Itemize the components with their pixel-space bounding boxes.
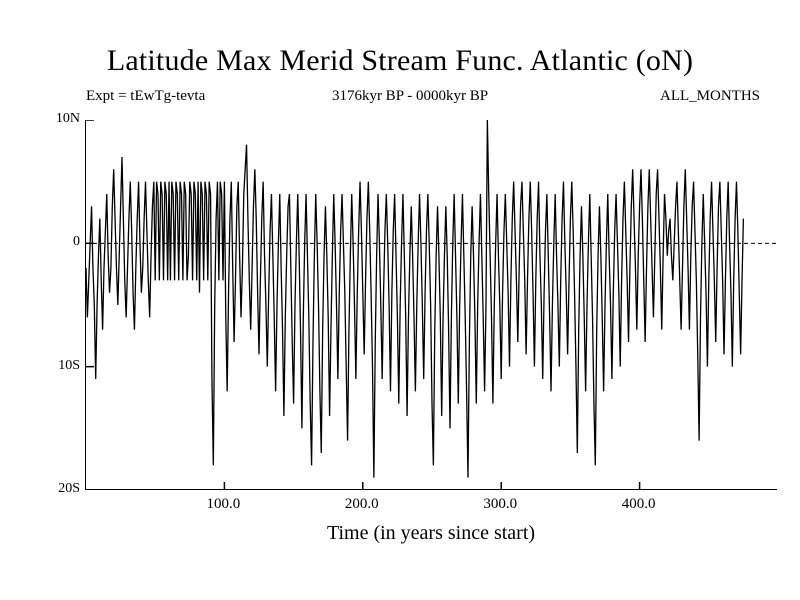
page-title: Latitude Max Merid Stream Func. Atlantic (oN) — [106, 44, 694, 77]
series-line-plot — [86, 120, 778, 490]
subtitle-row — [60, 88, 760, 108]
x-axis-tick-labels — [85, 496, 777, 520]
time-range-label: 3176kyr BP - 0000kyr BP — [331, 88, 489, 104]
y-axis-tick-labels — [30, 111, 80, 496]
months-label: ALL_MONTHS — [660, 88, 760, 104]
experiment-label: Expt = tEwTg-tevta — [86, 88, 206, 104]
x-axis-title: Time (in years since start) — [326, 522, 536, 544]
y-tick-label: 10S — [58, 357, 80, 373]
data-series-line — [86, 120, 743, 478]
x-tick-label: 200.0 — [344, 496, 379, 512]
x-tick-label: 400.0 — [621, 496, 656, 512]
x-tick-label: 300.0 — [483, 496, 518, 512]
plot-area — [85, 120, 777, 490]
y-tick-label: 10N — [55, 111, 80, 126]
y-tick-label: 0 — [73, 234, 80, 250]
y-tick-label: 20S — [58, 481, 80, 496]
x-tick-label: 100.0 — [206, 496, 241, 512]
